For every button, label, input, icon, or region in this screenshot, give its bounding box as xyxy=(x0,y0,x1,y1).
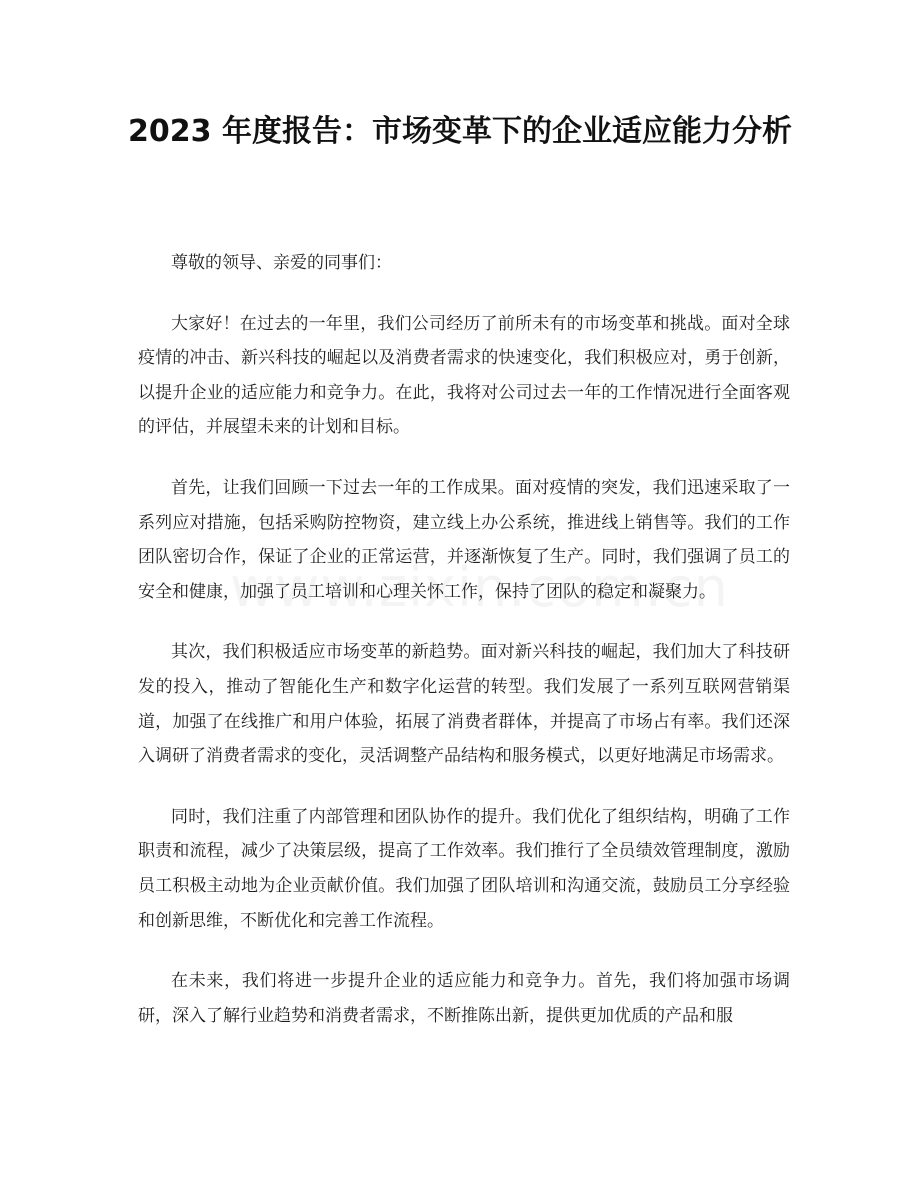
document-title: 2023 年度报告：市场变革下的企业适应能力分析 xyxy=(128,114,792,149)
market-adaptation-paragraph: 其次，我们积极适应市场变革的新趋势。面对新兴科技的崛起，我们加大了科技研发的投入，推动了智能化生产和数字化运营的转型。我们发展了一系列互联网营销渠道，加强了在线推广和用户体验，拓展了消费者群体，并提高了市场占有率。我们还深入调研了消费者需求的变化，灵活调整产品结构和服务模式，以更好地满足市场需求。 xyxy=(138,642,790,767)
salutation-paragraph: 尊敬的领导、亲爱的同事们： xyxy=(171,253,392,273)
intro-paragraph: 大家好！在过去的一年里，我们公司经历了前所未有的市场变革和挑战。面对全球疫情的冲击、新兴科技的崛起以及消费者需求的快速变化，我们积极应对，勇于创新，以提升企业的适应能力和竞争力。在此，我将对公司过去一年的工作情况进行全面客观的评估，并展望未来的计划和目标。 xyxy=(138,313,790,438)
internal-management-paragraph: 同时，我们注重了内部管理和团队协作的提升。我们优化了组织结构，明确了工作职责和流程，减少了决策层级，提高了工作效率。我们推行了全员绩效管理制度，激励员工积极主动地为企业贡献价值。我们加强了团队培训和沟通交流，鼓励员工分享经验和创新思维，不断优化和完善工作流程。 xyxy=(138,806,790,931)
document-body xyxy=(138,246,790,1059)
future-plans-paragraph: 在未来，我们将进一步提升企业的适应能力和竞争力。首先，我们将加强市场调研，深入了解行业趋势和消费者需求，不断推陈出新，提供更加优质的产品和服 xyxy=(138,971,790,1026)
achievements-paragraph: 首先，让我们回顾一下过去一年的工作成果。面对疫情的突发，我们迅速采取了一系列应对措施，包括采购防控物资，建立线上办公系统，推进线上销售等。我们的工作团队密切合作，保证了企业的正常运营，并逐渐恢复了生产。同时，我们强调了员工的安全和健康，加强了员工培训和心理关怀工作，保持了团队的稳定和凝聚力。 xyxy=(138,477,790,602)
